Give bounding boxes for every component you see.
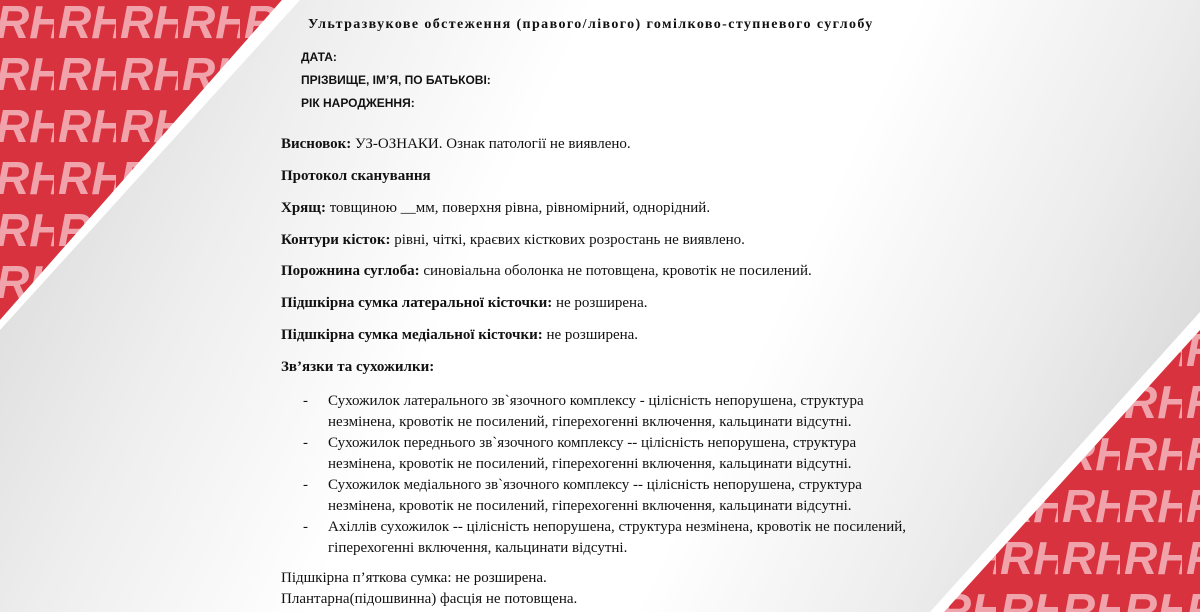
cartilage-line — [281, 200, 710, 217]
ligaments-heading — [281, 359, 434, 376]
item-label: Порожнина суглоба: — [281, 263, 420, 279]
conclusion-line — [281, 136, 631, 153]
report-title: Ультразвукове обстеження (правого/лівого) гомілково-ступневого суглобу — [308, 17, 874, 32]
list-item: - Сухожилок медіального зв`язочного комплексу -- цілісність непорушена, структура незмінена, кровотік не посилений, гіперехогенні включення, кальцинати відсутні. — [303, 477, 862, 514]
medial-bursa-line — [281, 327, 638, 344]
birth-year-field: РІК НАРОДЖЕННЯ: — [301, 96, 415, 110]
ligaments-list — [303, 391, 923, 559]
list-item: - Ахіллів сухожилок -- цілісність непорушена, структура незмінена, кровотік не посилений, гіперехогенні включення, кальцинати відсутні. — [303, 519, 907, 556]
list-item: - Сухожилок латерального зв`язочного комплексу - цілісність непорушена, структура незмінена, кровотік не посилений, гіперехогенні включення, кальцинати відсутні. — [303, 393, 864, 430]
conclusion-label: Висновок: — [281, 136, 352, 152]
list-item-text: Сухожилок переднього зв`язочного комплексу -- цілісність непорушена, структура незмінена, кровотік не посилений, гіперехогенні включення, кальцинати відсутні. — [328, 435, 857, 472]
protocol-heading-text: Протокол сканування — [281, 168, 431, 184]
lateral-bursa-line — [281, 295, 647, 312]
plantar-fascia-line: Плантарна(підошвинна) фасція не потовщена. — [281, 591, 578, 607]
item-label: Контури кісток: — [281, 232, 391, 248]
name-field: ПРІЗВИЩЕ, ІМ’Я, ПО БАТЬКОВІ: — [301, 73, 491, 87]
list-item: - Сухожилок переднього зв`язочного комплексу -- цілісність непорушена, структура незмінена, кровотік не посилений, гіперехогенні включення, кальцинати відсутні. — [303, 435, 857, 472]
item-label: Підшкірна сумка медіальної кісточки: — [281, 327, 543, 343]
item-label: Хрящ: — [281, 200, 326, 216]
item-label: Підшкірна сумка латеральної кісточки: — [281, 295, 553, 311]
date-field: ДАТА: — [301, 50, 337, 64]
item-text: рівні, чіткі, краєвих кісткових розростань не виявлено. — [390, 232, 745, 248]
item-text: синовіальна оболонка не потовщена, кровотік не посилений. — [419, 263, 812, 279]
list-item-text: Сухожилок медіального зв`язочного комплексу -- цілісність непорушена, структура незмінена, кровотік не посилений, гіперехогенні включення, кальцинати відсутні. — [328, 477, 862, 514]
item-text: товщиною __мм, поверхня рівна, рівномірний, однорідний. — [325, 200, 711, 216]
protocol-heading — [281, 168, 431, 185]
bone-contours-line — [281, 232, 745, 249]
conclusion-text: УЗ-ОЗНАКИ. Ознак патології не виявлено. — [351, 136, 631, 152]
ligaments-heading-text: Зв’язки та сухожилки: — [281, 359, 435, 375]
item-text: не розширена. — [552, 295, 648, 311]
list-item-text: Ахіллів сухожилок -- цілісність непорушена, структура незмінена, кровотік не посилений, гіперехогенні включення, кальцинати відсутні. — [328, 519, 907, 556]
heel-bursa-line: Підшкірна п’яткова сумка: не розширена. — [281, 570, 547, 586]
item-text: не розширена. — [542, 327, 639, 343]
list-item-text: Сухожилок латерального зв`язочного комплексу - цілісність непорушена, структура незмінена, кровотік не посилений, гіперехогенні включення, кальцинати відсутні. — [328, 393, 864, 430]
joint-cavity-line — [281, 263, 812, 280]
